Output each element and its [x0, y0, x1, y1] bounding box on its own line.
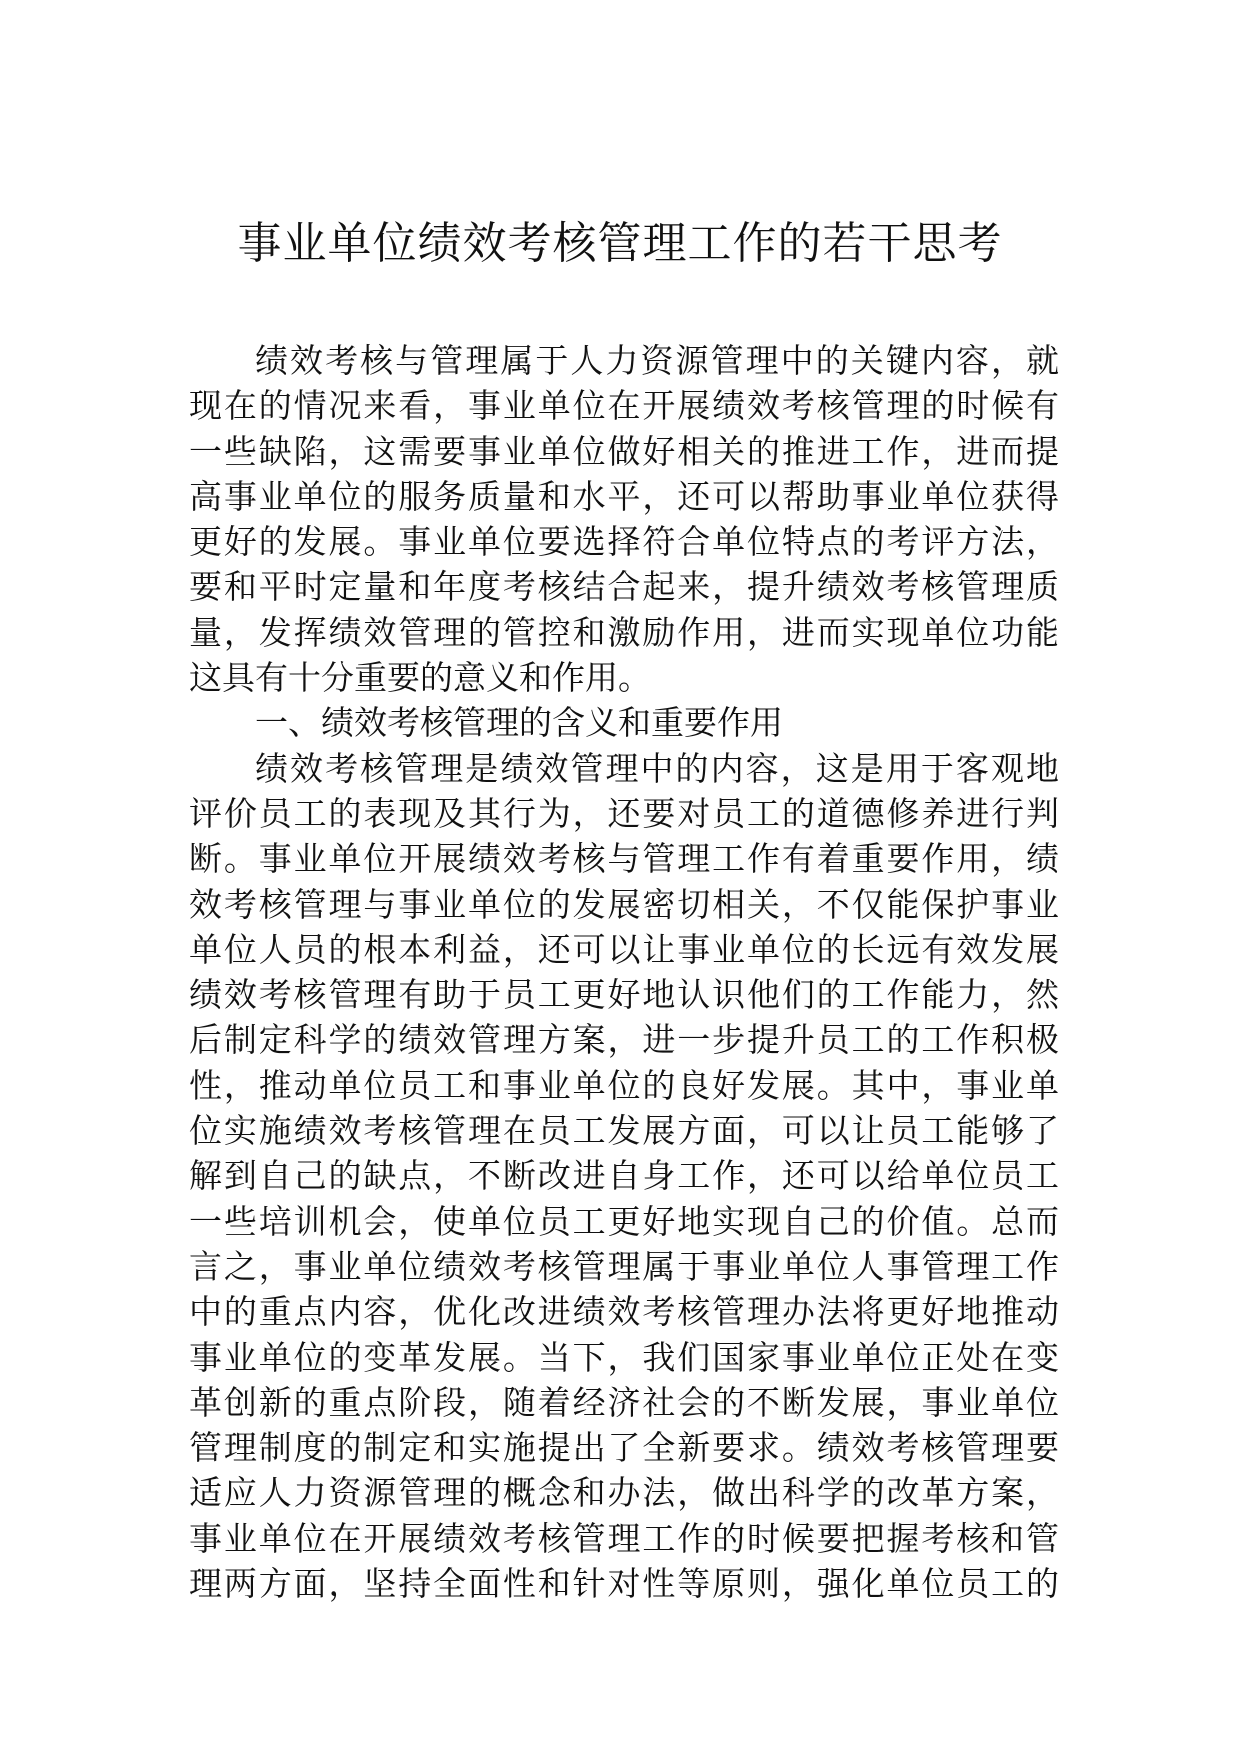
paragraph-line: 绩效考核管理是绩效管理中的内容，这是用于客观地 — [255, 748, 1059, 788]
paragraph-line: 中的重点内容，优化改进绩效考核管理办法将更好地推动 — [189, 1292, 1059, 1332]
paragraph-line: 理两方面，坚持全面性和针对性等原则，强化单位员工的 — [189, 1564, 1059, 1604]
paragraph-line: 绩效考核管理有助于员工更好地认识他们的工作能力，然 — [189, 975, 1059, 1015]
paragraph-line: 管理制度的制定和实施提出了全新要求。绩效考核管理要 — [189, 1428, 1059, 1468]
paragraph-line: 绩效考核与管理属于人力资源管理中的关键内容，就 — [255, 341, 1059, 380]
section-heading: 一、绩效考核管理的含义和重要作用 — [255, 703, 783, 743]
paragraph-line: 高事业单位的服务质量和水平，还可以帮助事业单位获得 — [189, 476, 1059, 516]
document-body — [189, 338, 1059, 1606]
paragraph-line: 效考核管理与事业单位的发展密切相关，不仅能保护事业 — [189, 884, 1059, 924]
paragraph-line: 这具有十分重要的意义和作用。 — [189, 658, 651, 698]
paragraph-line: 适应人力资源管理的概念和办法，做出科学的改革方案， — [189, 1473, 1059, 1513]
paragraph-line: 位实施绩效考核管理在员工发展方面，可以让员工能够了 — [189, 1111, 1059, 1151]
paragraph-line: 更好的发展。事业单位要选择符合单位特点的考评方法， — [189, 522, 1059, 562]
paragraph-line: 革创新的重点阶段，随着经济社会的不断发展，事业单位 — [189, 1382, 1059, 1422]
paragraph-line: 一些缺陷，这需要事业单位做好相关的推进工作，进而提 — [189, 431, 1059, 471]
paragraph-line: 性，推动单位员工和事业单位的良好发展。其中，事业单 — [189, 1065, 1059, 1105]
paragraph-line: 一些培训机会，使单位员工更好地实现自己的价值。总而 — [189, 1201, 1059, 1241]
paragraph-line: 断。事业单位开展绩效考核与管理工作有着重要作用，绩 — [189, 839, 1059, 879]
paragraph-line: 评价员工的表现及其行为，还要对员工的道德修养进行判 — [189, 793, 1059, 833]
paragraph-line: 现在的情况来看，事业单位在开展绩效考核管理的时候有 — [189, 386, 1059, 426]
paragraph-line: 单位人员的根本利益，还可以让事业单位的长远有效发展 — [189, 929, 1059, 969]
document-title: 事业单位绩效考核管理工作的若干思考 — [237, 218, 1003, 269]
paragraph-line: 事业单位的变革发展。当下，我们国家事业单位正处在变 — [189, 1337, 1059, 1377]
paragraph-line: 量，发挥绩效管理的管控和激励作用，进而实现单位功能 — [189, 612, 1059, 652]
paragraph-line: 要和平时定量和年度考核结合起来，提升绩效考核管理质 — [189, 567, 1059, 607]
paragraph-line: 后制定科学的绩效管理方案，进一步提升员工的工作积极 — [189, 1020, 1059, 1060]
paragraph-line: 事业单位在开展绩效考核管理工作的时候要把握考核和管 — [189, 1518, 1059, 1558]
paragraph-line: 言之，事业单位绩效考核管理属于事业单位人事管理工作 — [189, 1246, 1059, 1286]
paragraph-line: 解到自己的缺点，不断改进自身工作，还可以给单位员工 — [189, 1156, 1059, 1196]
